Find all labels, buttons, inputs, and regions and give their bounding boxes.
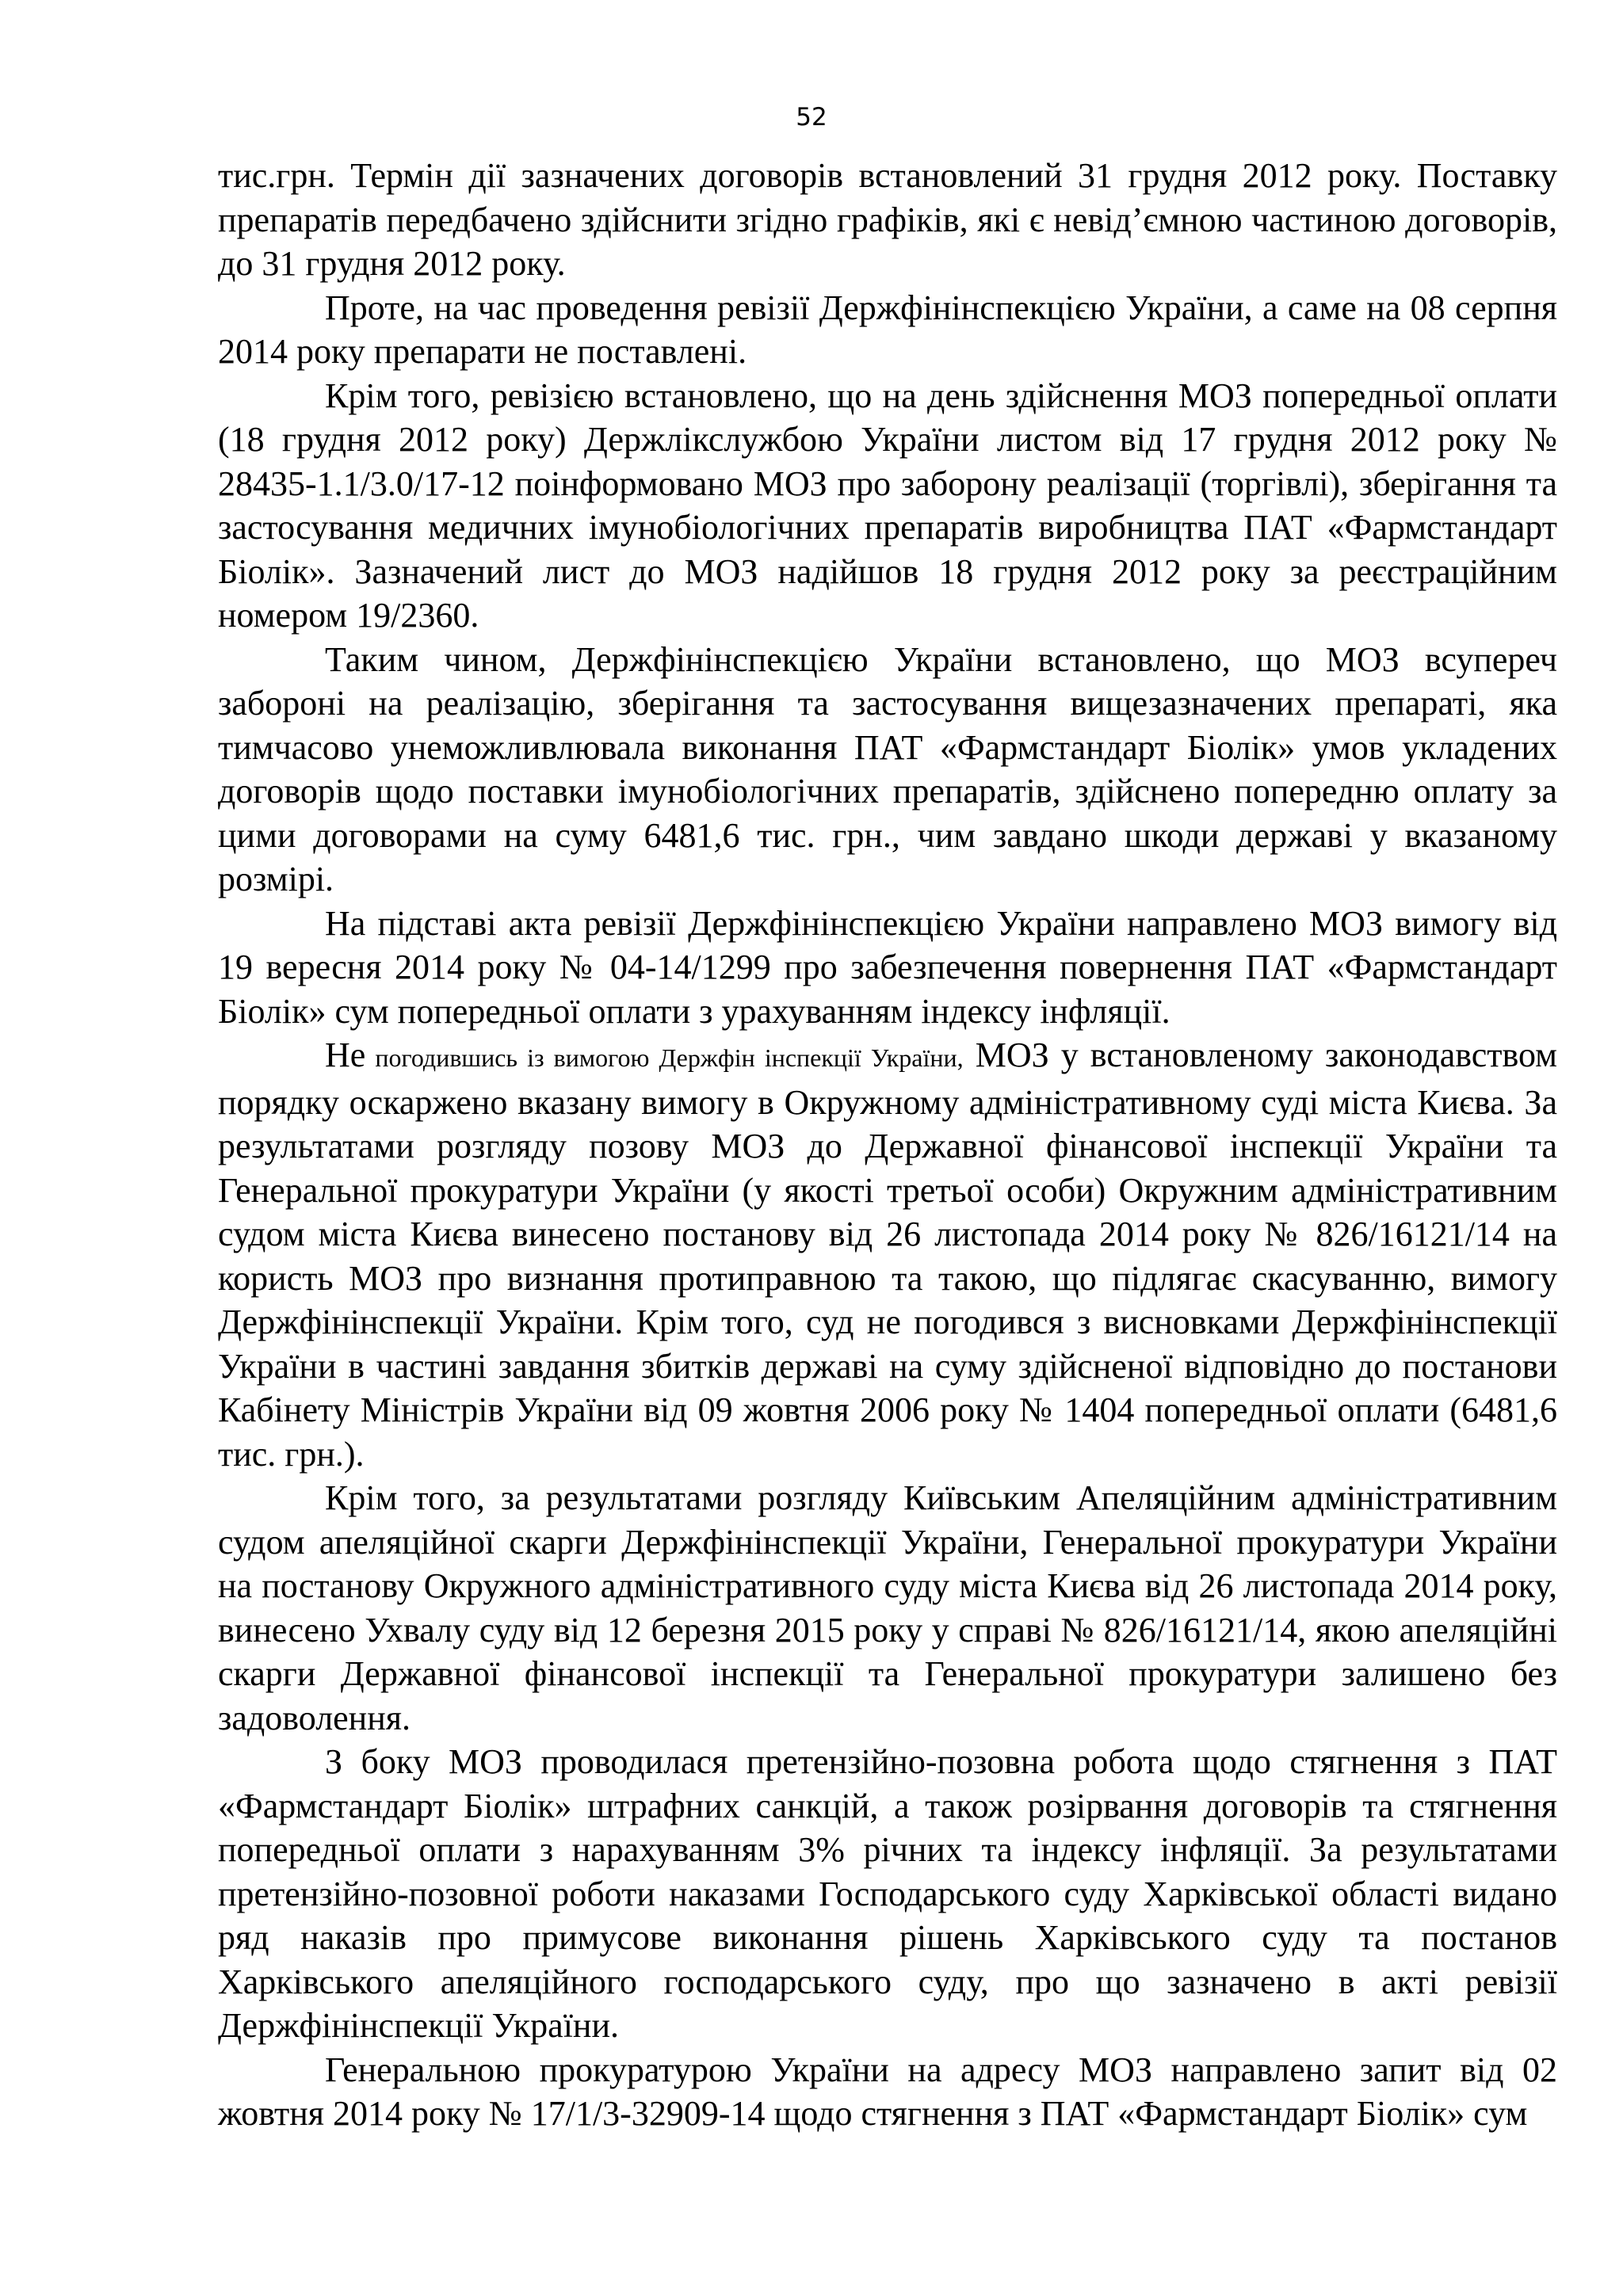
paragraph: Генеральною прокуратурою України на адресу МОЗ направлено запит від 02 жовтня 2014 року № 17/1/3-32909-14 щодо стягнення з ПАТ «Фармстандарт Біолік» сум (218, 2050, 1557, 2133)
paragraph: З боку МОЗ проводилася претензійно-позовна робота щодо стягнення з ПАТ «Фармстандарт Біолік» штрафних санкцій, а також розірвання договорів та стягнення попередньої оплати з нарахуванням 3% річних та індексу інфляції. За результатами претензійно-позовної роботи наказами Господарського суду Харківської області видано ряд наказів про примусове виконання рішень Харківського суду та постанов Харківського апеляційного господарського суду, про що зазначено в акті ревізії Держфінінспекції України. (218, 1742, 1557, 2045)
paragraph-lead-word: Не (325, 1035, 366, 1074)
paragraph: Проте, на час проведення ревізії Держфінінспекцією України, а саме на 08 серпня 2014 року препарати не поставлені. (218, 288, 1557, 371)
paragraph: На підставі акта ревізії Держфінінспекцією України направлено МОЗ вимогу від 19 вересня 2014 року № 04-14/1299 про забезпечення повернення ПАТ «Фармстандарт Біолік» сум попередньої оплати з урахуванням індексу інфляції. (218, 903, 1557, 1031)
page-number: 52 (796, 103, 827, 132)
paragraph-mixed-size (218, 1033, 1557, 1476)
paragraph: Крім того, за результатами розгляду Київським Апеляційним адміністративним судом апеляційної скарги Держфінінспекції України, Генеральної прокуратури України на постанову Окружного адміністративного суду міста Києва від 26 листопада 2014 року, винесено Ухвалу суду від 12 березня 2015 року у справі № 826/16121/14, якою апеляційні скарги Державної фінансової інспекції та Генеральної прокуратури залишено без задоволення. (218, 1478, 1557, 1737)
paragraph-small-text-run: погодившись із вимогою Держфін інспекції України, (365, 1043, 964, 1072)
paragraph: тис.грн. Термін дії зазначених договорів встановлений 31 грудня 2012 року. Поставку препаратів передбачено здійснити згідно графіків, які є невід’ємною частиною договорів, до 31 грудня 2012 року. (218, 156, 1557, 283)
document-body (218, 154, 1557, 2136)
paragraph: Таким чином, Держфінінспекцією України встановлено, що МОЗ всупереч забороні на реалізацію, зберігання та застосування вищезазначених препараті, яка тимчасово унеможливлювала виконання ПАТ «Фармстандарт Біолік» умов укладених договорів щодо поставки імунобіологічних препаратів, здійснено попередню оплату за цими договорами на суму 6481,6 тис. грн., чим завдано шкоди державі у вказаному розмірі. (218, 639, 1557, 898)
paragraph-text: МОЗ у встановленому законодавством порядку оскаржено вказану вимогу в Окружному адміністративному суді міста Києва. За результатами розгляду позову МОЗ до Державної фінансової інспекції України та Генеральної прокуратури України (у якості третьої особи) Окружним адміністративним судом міста Києва винесено постанову від 26 листопада 2014 року № 826/16121/14 на користь МОЗ про визнання протиправною та такою, що підлягає скасуванню, вимогу Держфінінспекції України. Крім того, суд не погодився з висновками Держфінінспекції України в частині завдання збитків державі на суму здійсненої відповідно до постанови Кабінету Міністрів України від 09 жовтня 2006 року № 1404 попередньої оплати (6481,6 тис. грн.). (218, 1035, 1558, 1474)
paragraph: Крім того, ревізією встановлено, що на день здійснення МОЗ попередньої оплати (18 грудня 2012 року) Держлікслужбою України листом від 17 грудня 2012 року № 28435-1.1/3.0/17-12 поінформовано МОЗ про заборону реалізації (торгівлі), зберігання та застосування медичних імунобіологічних препаратів виробництва ПАТ «Фармстандарт Біолік». Зазначений лист до МОЗ надійшов 18 грудня 2012 року за реєстраційним номером 19/2360. (218, 376, 1557, 635)
